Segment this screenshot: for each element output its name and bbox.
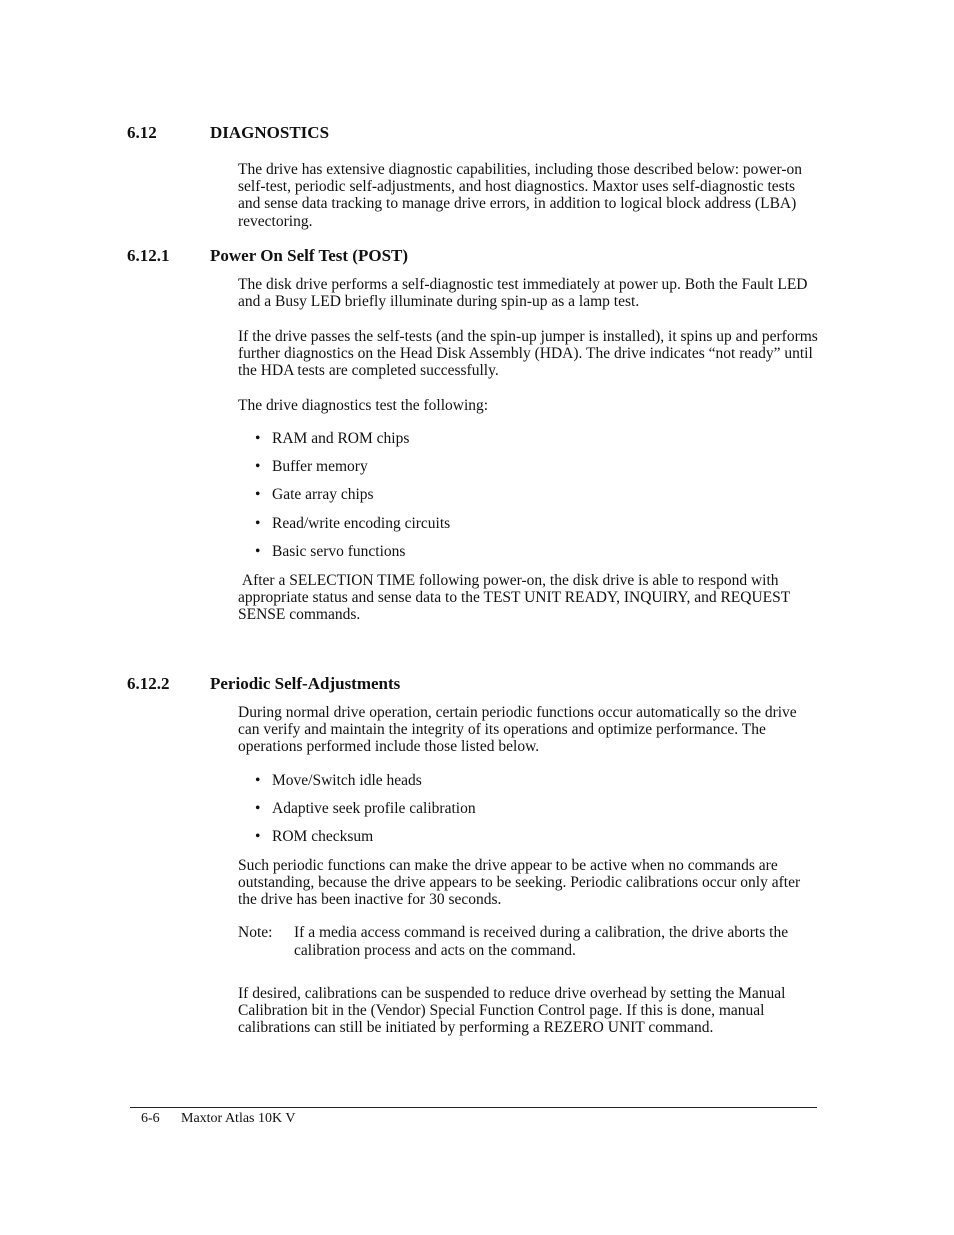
list-item [255, 772, 422, 790]
bullet-icon: • [255, 458, 261, 475]
note-label: Note: [238, 924, 273, 941]
body-paragraph: If the drive passes the self-tests (and the spin-up jumper is installed), it spins up and performs further diagnostics on the Head Disk Assembly (HDA). The drive indicates “not ready” until the HDA tests are completed successfully. [238, 328, 818, 380]
section-title: Periodic Self-Adjustments [210, 674, 401, 693]
list-item-text: Buffer memory [272, 458, 368, 475]
list-item [255, 458, 368, 476]
section-number: 6.12 [127, 123, 157, 142]
list-item-text: Basic servo functions [272, 543, 406, 560]
bullet-icon: • [255, 828, 261, 845]
body-paragraph: If desired, calibrations can be suspended to reduce drive overhead by setting the Manual Calibration bit in the (Vendor) Special Function Control page. If this is done, manual calibrations can still be initiated by performing a REZERO UNIT command. [238, 985, 786, 1037]
list-item [255, 430, 409, 448]
body-paragraph: The drive has extensive diagnostic capabilities, including those described below: power-on self-test, periodic self-adjustments, and host diagnostics. Maxtor uses self-diagnostic tests and sense data tracking to manage drive errors, in addition to logical block address (LBA) revectoring. [238, 161, 802, 230]
body-paragraph: The disk drive performs a self-diagnostic test immediately at power up. Both the Fault LED and a Busy LED briefly illuminate during spin-up as a lamp test. [238, 276, 808, 311]
section-number: 6.12.2 [127, 674, 170, 693]
body-paragraph: After a SELECTION TIME following power-on, the disk drive is able to respond with appropriate status and sense data to the TEST UNIT READY, INQUIRY, and REQUEST SENSE commands. [238, 572, 794, 624]
bullet-icon: • [255, 543, 261, 560]
bullet-icon: • [255, 772, 261, 789]
list-item-text: Gate array chips [272, 486, 374, 503]
footer-rule [130, 1107, 817, 1108]
list-item [255, 543, 405, 561]
body-paragraph: Such periodic functions can make the drive appear to be active when no commands are outstanding, because the drive appears to be seeking. Periodic calibrations occur only after the drive has been inactive for 30 seconds. [238, 857, 801, 909]
body-paragraph: During normal drive operation, certain periodic functions occur automatically so the drive can verify and maintain the integrity of its operations and optimize performance. The operations performed include those listed below. [238, 704, 797, 756]
footer-title: Maxtor Atlas 10K V [181, 1111, 296, 1126]
list-item [255, 486, 374, 504]
list-item-text: RAM and ROM chips [272, 430, 410, 447]
list-item-text: Read/write encoding circuits [272, 515, 451, 532]
list-item [255, 800, 476, 818]
list-item-text: Adaptive seek profile calibration [272, 800, 476, 817]
section-number: 6.12.1 [127, 246, 170, 265]
bullet-icon: • [255, 515, 261, 532]
section-title: DIAGNOSTICS [210, 123, 330, 142]
list-item-text: Move/Switch idle heads [272, 772, 422, 789]
section-title: Power On Self Test (POST) [210, 246, 409, 265]
list-item [255, 515, 450, 533]
page-number: 6-6 [141, 1111, 160, 1126]
list-item-text: ROM checksum [272, 828, 374, 845]
bullet-icon: • [255, 800, 261, 817]
note-text: If a media access command is received during a calibration, the drive aborts the calibration process and acts on the command. [294, 924, 789, 959]
bullet-icon: • [255, 486, 261, 503]
body-paragraph: The drive diagnostics test the following: [238, 397, 489, 414]
list-item [255, 828, 373, 846]
bullet-icon: • [255, 430, 261, 447]
